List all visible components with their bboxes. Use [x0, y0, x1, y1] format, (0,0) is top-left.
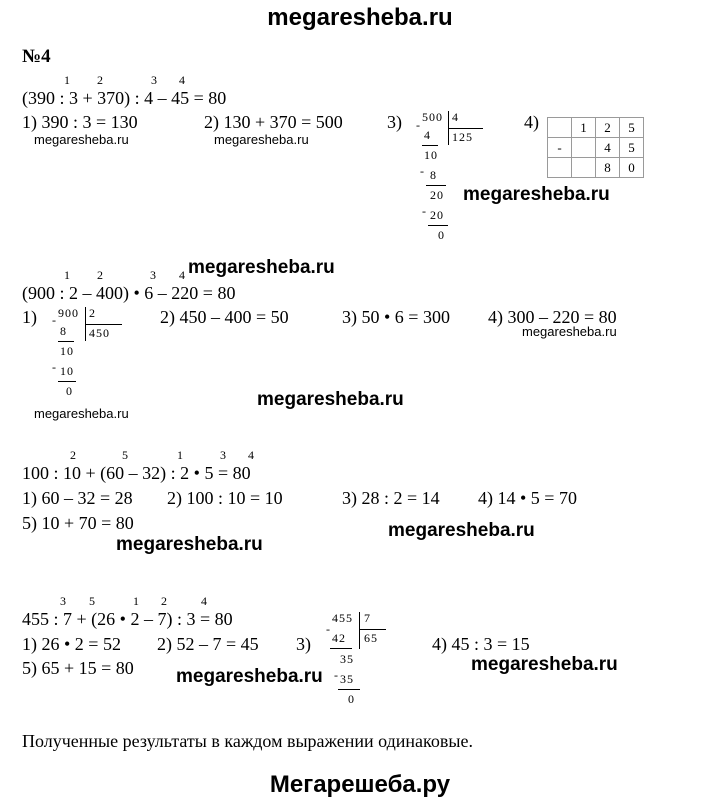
step: 1) 26 • 2 = 52	[22, 634, 121, 654]
partial-row: 35	[340, 672, 354, 686]
grid-cell-minus: -	[548, 138, 572, 158]
order-mark: 4	[179, 73, 185, 87]
partial-row: 8	[60, 324, 67, 338]
watermark: megaresheba.ru	[214, 132, 309, 147]
step: 2) 52 – 7 = 45	[157, 634, 259, 654]
site-footer: Мегарешеба.ру	[269, 771, 451, 798]
minus-sign: -	[52, 360, 56, 374]
watermark: megaresheba.ru	[257, 389, 404, 410]
order-mark: 2	[97, 73, 103, 87]
order-mark: 2	[70, 448, 76, 462]
grid-cell: 5	[620, 118, 644, 138]
expression: (900 : 2 – 400) • 6 – 220 = 80	[22, 283, 236, 303]
step: 2) 130 + 370 = 500	[204, 112, 343, 132]
watermark: megaresheba.ru	[522, 324, 617, 339]
grid-cell	[572, 138, 596, 158]
partial-row: 10	[60, 364, 74, 378]
watermark: megaresheba.ru	[471, 654, 618, 675]
site-header: megaresheba.ru	[267, 4, 453, 31]
grid-cell: 5	[620, 138, 644, 158]
task-number: №4	[22, 46, 51, 67]
grid-cell: 8	[596, 158, 620, 178]
watermark: megaresheba.ru	[188, 257, 335, 278]
order-mark: 5	[89, 594, 95, 608]
step: 4) 14 • 5 = 70	[478, 488, 577, 508]
watermark: megaresheba.ru	[116, 534, 263, 555]
subtraction-grid	[547, 117, 644, 178]
rule	[58, 341, 74, 342]
step: 3) 50 • 6 = 300	[342, 307, 450, 327]
step: 1) 390 : 3 = 130	[22, 112, 138, 132]
partial-row: 42	[332, 631, 346, 645]
step: 5) 10 + 70 = 80	[22, 513, 134, 533]
order-mark: 3	[150, 268, 156, 282]
dividend: 455	[332, 611, 353, 625]
step: 2) 100 : 10 = 10	[167, 488, 283, 508]
divisor: 2	[89, 306, 96, 320]
step: 1)	[22, 307, 37, 327]
dividend: 500	[422, 110, 443, 124]
expression: 100 : 10 + (60 – 32) : 2 • 5 = 80	[22, 463, 251, 483]
minus-sign: -	[420, 164, 424, 178]
partial-row: 4	[424, 128, 431, 142]
rule	[428, 225, 448, 226]
order-mark: 1	[133, 594, 139, 608]
order-mark: 3	[60, 594, 66, 608]
grid-cell	[548, 158, 572, 178]
order-mark: 1	[177, 448, 183, 462]
step: 1) 60 – 32 = 28	[22, 488, 133, 508]
rule	[338, 689, 360, 690]
step: 4)	[524, 112, 539, 132]
partial-row: 0	[438, 228, 445, 242]
watermark: megaresheba.ru	[176, 666, 323, 687]
dividend: 900	[58, 306, 79, 320]
order-mark: 2	[161, 594, 167, 608]
quotient-line	[360, 629, 386, 630]
order-mark: 2	[97, 268, 103, 282]
partial-row: 20	[430, 188, 444, 202]
order-mark: 1	[64, 73, 70, 87]
rule	[58, 381, 76, 382]
step: 4) 45 : 3 = 15	[432, 634, 530, 654]
partial-row: 20	[430, 208, 444, 222]
watermark: megaresheba.ru	[463, 184, 610, 205]
minus-sign: -	[334, 668, 338, 682]
minus-sign: -	[422, 204, 426, 218]
expression: 455 : 7 + (26 • 2 – 7) : 3 = 80	[22, 609, 233, 629]
divisor: 7	[364, 611, 371, 625]
division-bar	[359, 612, 360, 649]
partial-row: 10	[60, 344, 74, 358]
minus-sign: -	[416, 118, 420, 132]
order-mark: 4	[201, 594, 207, 608]
step: 5) 65 + 15 = 80	[22, 658, 134, 678]
step: 3)	[296, 634, 311, 654]
partial-row: 10	[424, 148, 438, 162]
grid-cell	[572, 158, 596, 178]
grid-cell: 2	[596, 118, 620, 138]
order-mark: 3	[220, 448, 226, 462]
quotient: 125	[452, 130, 473, 144]
step: 4) 300 – 220 = 80	[488, 307, 617, 327]
conclusion-text: Полученные результаты в каждом выражении одинаковые.	[22, 731, 473, 751]
step: 3) 28 : 2 = 14	[342, 488, 440, 508]
watermark: megaresheba.ru	[34, 132, 129, 147]
rule	[330, 648, 352, 649]
rule	[426, 185, 446, 186]
step: 3)	[387, 112, 402, 132]
order-mark: 1	[64, 268, 70, 282]
minus-sign: -	[52, 313, 56, 327]
order-mark: 5	[122, 448, 128, 462]
grid-cell: 4	[596, 138, 620, 158]
order-mark: 4	[179, 268, 185, 282]
partial-row: 0	[348, 692, 355, 706]
partial-row: 8	[430, 168, 437, 182]
order-mark: 3	[151, 73, 157, 87]
grid-cell: 0	[620, 158, 644, 178]
expression: (390 : 3 + 370) : 4 – 45 = 80	[22, 88, 227, 108]
quotient: 450	[89, 326, 110, 340]
watermark: megaresheba.ru	[34, 406, 129, 421]
quotient: 65	[364, 631, 378, 645]
partial-row: 35	[340, 652, 354, 666]
order-mark: 4	[248, 448, 254, 462]
grid-cell: 1	[572, 118, 596, 138]
watermark: megaresheba.ru	[388, 520, 535, 541]
quotient-line	[86, 324, 122, 325]
quotient-line	[449, 128, 483, 129]
step: 2) 450 – 400 = 50	[160, 307, 289, 327]
divisor: 4	[452, 110, 459, 124]
grid-cell	[548, 118, 572, 138]
rule	[422, 145, 438, 146]
minus-sign: -	[326, 622, 330, 636]
partial-row: 0	[66, 384, 73, 398]
